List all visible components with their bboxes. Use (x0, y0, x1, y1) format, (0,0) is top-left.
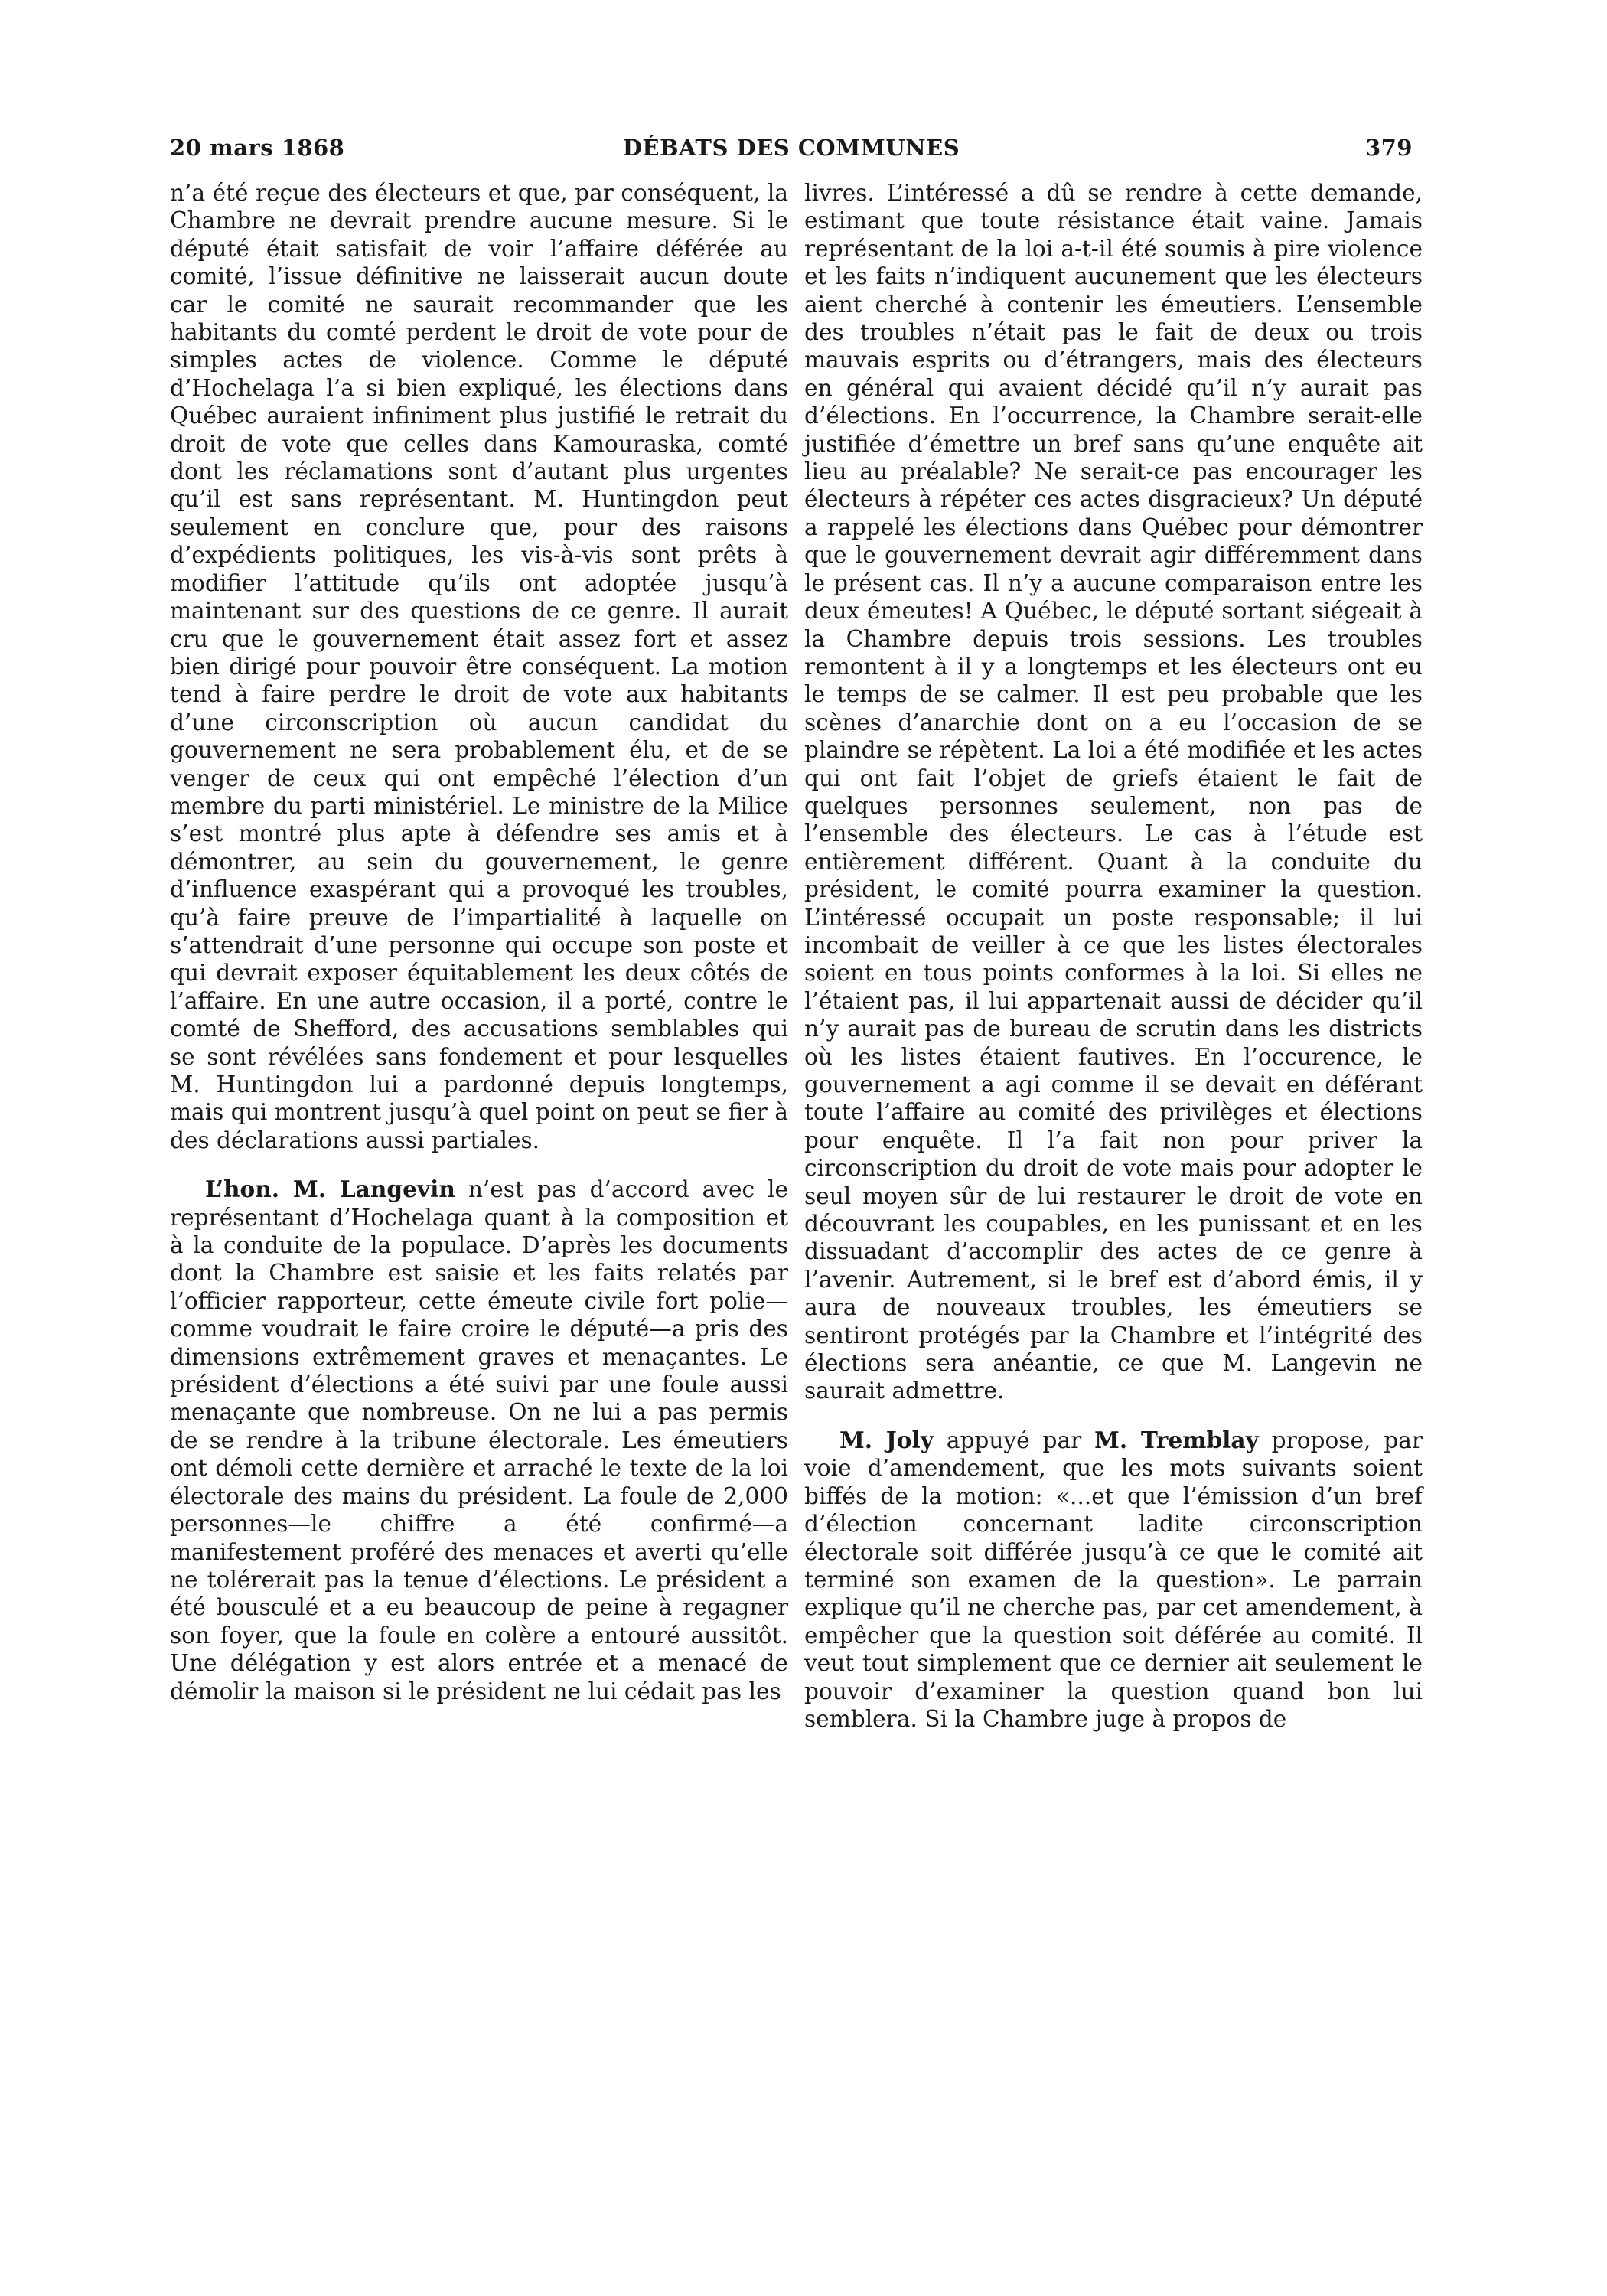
page-header (170, 135, 1413, 165)
right-paragraph-2 (804, 1427, 1423, 1733)
paragraph-text: appuyé par (933, 1427, 1095, 1453)
page-number: 379 (1364, 135, 1413, 161)
right-paragraph-1: livres. L’intéressé a dû se rendre à cette demande, estimant que toute résistance était vaine. Jamais représentant de la loi a-t-il été soumis à pire violence et les faits n’indiquent aucunement que les électeurs aient cherché à contenir les émeutiers. L’ensemble des troubles n’était pas le fait de deux ou trois mauvais esprits ou d’étrangers, mais des électeurs en général qui avaient décidé qu’il n’y aurait pas d’élections. En l’occurrence, la Chambre serait-elle justifiée d’émettre un bref sans qu’une enquête ait lieu au préalable? Ne serait-ce pas encourager les électeurs à répéter ces actes disgracieux? Un député a rappelé les élections dans Québec pour démontrer que le gouvernement devrait agir différemment dans le présent cas. Il n’y a aucune comparaison entre les deux émeutes! A Québec, le député sortant siégeait à la Chambre depuis trois sessions. Les troubles remontent à il y a longtemps et les électeurs ont eu le temps de se calmer. Il est peu probable que les scènes d’anarchie dont on a eu l’occasion de se plaindre se répètent. La loi a été modifiée et les actes qui ont fait l’objet de griefs étaient le fait de quelques personnes seulement, non pas de l’ensemble des électeurs. Le cas à l’étude est entièrement différent. Quant à la conduite du président, le comité pourra examiner la question. L’intéressé occupait un poste responsable; il lui incombait de veiller à ce que les listes électorales soient en tous points conformes à la loi. Si elles ne l’étaient pas, il lui appartenait aussi de décider qu’il n’y aurait pas de bureau de scrutin dans les districts où les listes étaient fautives. En l’occurence, le gouvernement a agi comme il se devait en déférant toute l’affaire au comité des privilèges et élections pour enquête. Il l’a fait non pour priver la circonscription du droit de vote mais pour adopter le seul moyen sûr de lui restaurer le droit de vote en découvrant les coupables, en les punissant et en les dissuadant d’accomplir des actes de ce genre à l’avenir. Autrement, si le bref est d’abord émis, il y aura de nouveaux troubles, les émeutiers se sentiront protégés par la Chambre et l’intégrité des élections sera anéantie, ce que M. Langevin ne saurait admettre. (804, 180, 1423, 1404)
left-column (170, 179, 788, 1705)
right-column (804, 179, 1423, 1733)
left-paragraph-1: n’a été reçue des électeurs et que, par conséquent, la Chambre ne devrait prendre aucune mesure. Si le député était satisfait de voir l’affaire déférée au comité, l’issue définitive ne laisserait aucun doute car le comité ne saurait recommander que les habitants du comté perdent le droit de vote pour de simples actes de violence. Comme le député d’Hochelaga l’a si bien expliqué, les élections dans Québec auraient infiniment plus justifié le retrait du droit de vote que celles dans Kamouraska, comté dont les réclamations sont d’autant plus urgentes qu’il est sans représentant. M. Huntingdon peut seulement en conclure que, pour des raisons d’expédients politiques, les vis-à-vis sont prêts à modifier l’attitude qu’ils ont adoptée jusqu’à maintenant sur des questions de ce genre. Il aurait cru que le gouvernement était assez fort et assez bien dirigé pour pouvoir être conséquent. La motion tend à faire perdre le droit de vote aux habitants d’une circonscription où aucun candidat du gouvernement ne sera probablement élu, et de se venger de ceux qui ont empêché l’élection d’un membre du parti ministériel. Le ministre de la Milice s’est montré plus apte à défendre ses amis et à démontrer, au sein du gouvernement, le genre d’influence exaspérant qui a provoqué les troubles, qu’à faire preuve de l’impartialité à laquelle on s’attendrait d’une personne qui occupe son poste et qui devrait exposer équitablement les deux côtés de l’affaire. En une autre occasion, il a porté, contre le comté de Shefford, des accusations semblables qui se sont révélées sans fondement et pour lesquelles M. Huntingdon lui a pardonné depuis longtemps, mais qui montrent jusqu’à quel point on peut se fier à des déclarations aussi partiales. (170, 180, 789, 1153)
left-paragraph-2 (170, 1176, 788, 1705)
speaker-name: M. Tremblay (1094, 1426, 1259, 1453)
header-date: 20 mars 1868 (170, 135, 345, 161)
paragraph-text: n’est pas d’accord avec le représentant d’Hochelaga quant à la composition et à la conduite de la populace. D’après les documents dont la Chambre est saisie et les faits relatés par l’officier rapporteur, cette émeute civile fort polie—comme voudrait le faire croire le député—a pris des dimensions extrêmement graves et menaçantes. Le président d’élections a été suivi par une foule aussi menaçante que nombreuse. On ne lui a pas permis de se rendre à la tribune électorale. Les émeutiers ont démoli cette dernière et arraché le texte de la loi électorale des mains du président. La foule de 2,000 personnes—le chiffre a été confirmé—a manifestement proféré des menaces et averti qu’elle ne tolérerait pas la tenue d’élections. Le président a été bousculé et a eu beaucoup de peine à regagner son foyer, que la foule en colère a entouré aussitôt. Une délégation y est alors entrée et a menacé de démolir la maison si le président ne lui cédait pas les (170, 1176, 788, 1704)
paragraph-text: propose, par voie d’amendement, que les mots suivants soient biffés de la motion: «...et que l’émission d’un bref d’élection concernant ladite circonscription électorale soit différée jusqu’à ce que le comité ait terminé son examen de la question». Le parrain explique qu’il ne cherche pas, par cet amendement, à empêcher que la question soit déférée au comité. Il veut tout simplement que ce dernier ait seulement le pouvoir d’examiner la question quand bon lui semblera. Si la Chambre juge à propos de (804, 1427, 1423, 1732)
header-title: DÉBATS DES COMMUNES (622, 135, 960, 161)
speaker-name: M. Joly (839, 1426, 934, 1453)
speaker-name: L’hon. M. Langevin (205, 1176, 455, 1203)
